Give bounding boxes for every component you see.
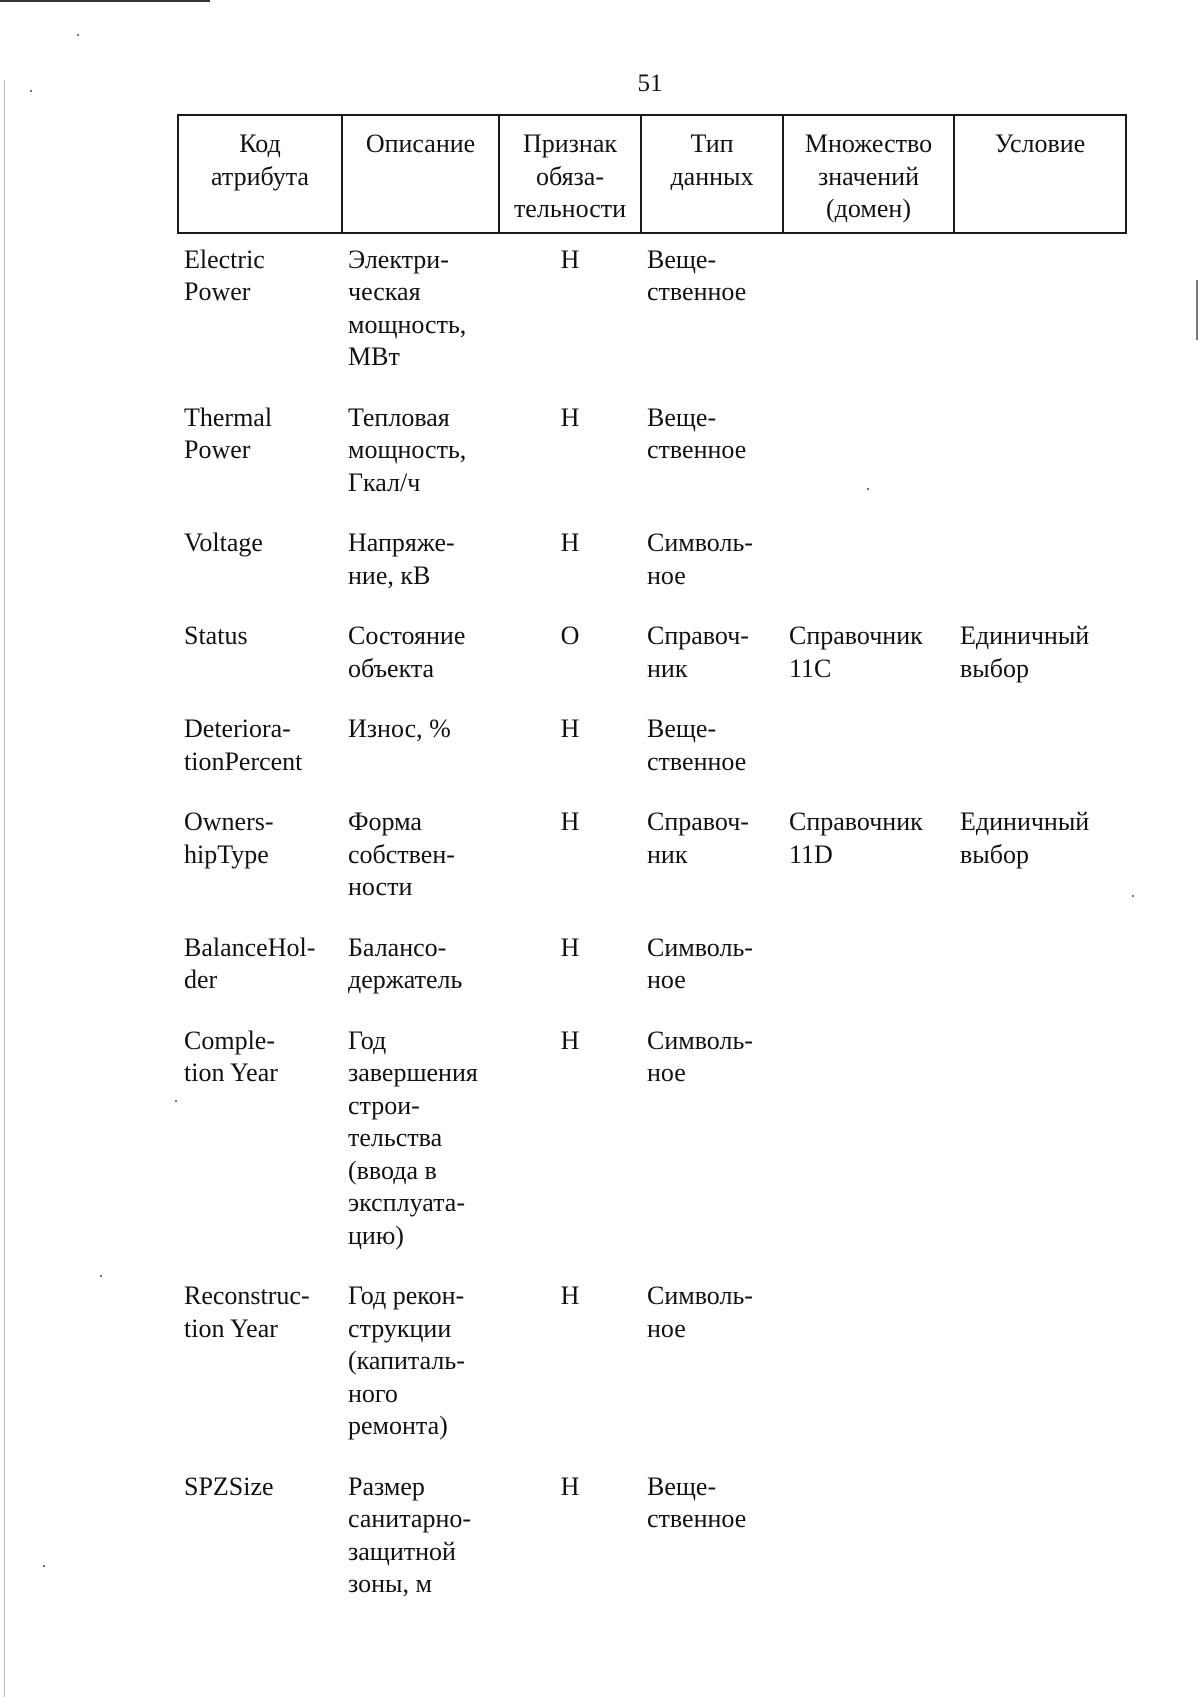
header-attribute-code	[178, 115, 342, 233]
table-row	[178, 1270, 1126, 1461]
cell-mandatory: Н	[560, 244, 580, 274]
cell-domain	[783, 1015, 954, 1271]
cell-type: Символь- ное	[647, 528, 753, 590]
header-description	[342, 115, 499, 233]
header-label: Признак обяза- тельности	[513, 129, 627, 223]
scan-speck	[77, 34, 79, 36]
scan-artifact-top-line	[0, 0, 210, 2]
cell-description: Электри- ческая мощность, МВт	[348, 244, 467, 371]
cell-type: Символь- ное	[647, 1025, 753, 1087]
cell-type: Веще- ственное	[647, 1471, 747, 1533]
table-row	[178, 392, 1126, 518]
cell-mandatory: Н	[560, 1025, 580, 1055]
cell-description: Тепловая мощность, Гкал/ч	[348, 402, 467, 497]
cell-code: Reconstruc- tion Year	[184, 1281, 310, 1343]
cell-description: Балансо- держатель	[348, 932, 463, 994]
cell-type: Веще- ственное	[647, 402, 747, 464]
header-mandatory-flag	[499, 115, 641, 233]
cell-domain	[783, 703, 954, 796]
cell-code: Comple- tion Year	[184, 1025, 278, 1087]
cell-condition	[954, 1270, 1126, 1461]
cell-condition	[954, 703, 1126, 796]
header-condition	[954, 115, 1126, 233]
cell-code: SPZSize	[184, 1471, 274, 1501]
header-label: Код атрибута	[211, 129, 309, 191]
cell-code: Status	[184, 621, 248, 650]
table-row	[178, 233, 1126, 392]
table-row	[178, 703, 1126, 796]
table-row	[178, 517, 1126, 610]
cell-mandatory: Н	[560, 1281, 580, 1310]
table-header-row	[178, 115, 1126, 233]
cell-type: Символь- ное	[647, 932, 753, 994]
cell-condition	[954, 922, 1126, 1015]
table-row	[178, 1015, 1126, 1271]
table-row	[178, 1461, 1126, 1619]
table-row	[178, 610, 1126, 703]
cell-domain: Справочник 11D	[789, 807, 923, 869]
cell-description: Форма собствен- ности	[348, 807, 455, 901]
cell-code: Owners- hipType	[184, 807, 274, 869]
cell-description: Износ, %	[348, 714, 451, 743]
cell-condition: Единичный выбор	[960, 807, 1090, 869]
cell-mandatory: Н	[560, 932, 580, 962]
cell-domain	[783, 1461, 954, 1619]
header-label: Тип данных	[670, 129, 754, 191]
cell-mandatory: Н	[560, 402, 580, 432]
cell-code: Voltage	[184, 528, 263, 557]
scan-speck	[100, 1275, 102, 1277]
cell-domain: Справочник 11С	[789, 621, 923, 683]
cell-mandatory: О	[560, 621, 580, 650]
scan-artifact-left-edge	[4, 80, 5, 1697]
cell-condition	[954, 233, 1126, 392]
cell-domain	[783, 392, 954, 518]
cell-domain	[783, 233, 954, 392]
header-label: Множество значений (домен)	[804, 129, 933, 223]
cell-mandatory: Н	[560, 1471, 580, 1501]
cell-condition	[954, 517, 1126, 610]
cell-description: Год рекон- струкции (капиталь- ного ремонта)	[348, 1281, 465, 1440]
cell-code: Deteriora- tionPercent	[184, 714, 303, 776]
cell-code: Electric Power	[184, 244, 265, 306]
cell-description: Размер санитарно- защитной зоны, м	[348, 1471, 472, 1598]
header-data-type	[641, 115, 783, 233]
cell-condition	[954, 1461, 1126, 1619]
cell-code: BalanceHol- der	[184, 932, 316, 994]
cell-code: Thermal Power	[184, 402, 273, 464]
cell-domain	[783, 922, 954, 1015]
cell-description: Состояние объекта	[348, 621, 466, 683]
scan-speck	[43, 1565, 45, 1567]
header-label: Описание	[365, 129, 476, 158]
header-label: Условие	[994, 129, 1086, 158]
cell-type: Веще- ственное	[647, 714, 747, 776]
scan-speck	[1132, 895, 1134, 897]
cell-type: Справоч- ник	[647, 621, 749, 683]
cell-mandatory: Н	[560, 807, 580, 836]
attribute-table	[177, 114, 1127, 1619]
table-row	[178, 796, 1126, 922]
cell-domain	[783, 517, 954, 610]
cell-type: Символь- ное	[647, 1281, 753, 1343]
scan-speck	[30, 90, 32, 92]
scan-artifact-right-mark	[1196, 280, 1198, 340]
cell-mandatory: Н	[560, 714, 580, 743]
cell-condition	[954, 392, 1126, 518]
cell-domain	[783, 1270, 954, 1461]
cell-condition	[954, 1015, 1126, 1271]
cell-type: Справоч- ник	[647, 807, 749, 869]
cell-type: Веще- ственное	[647, 244, 747, 306]
table-row	[178, 922, 1126, 1015]
cell-description: Напряже- ние, кВ	[348, 528, 455, 590]
cell-mandatory: Н	[560, 528, 580, 557]
header-value-domain	[783, 115, 954, 233]
cell-condition: Единичный выбор	[960, 621, 1090, 683]
cell-description: Год завершения строи- тельства (ввода в эксплуата- цию)	[348, 1025, 478, 1250]
page-number: 51	[637, 70, 663, 97]
